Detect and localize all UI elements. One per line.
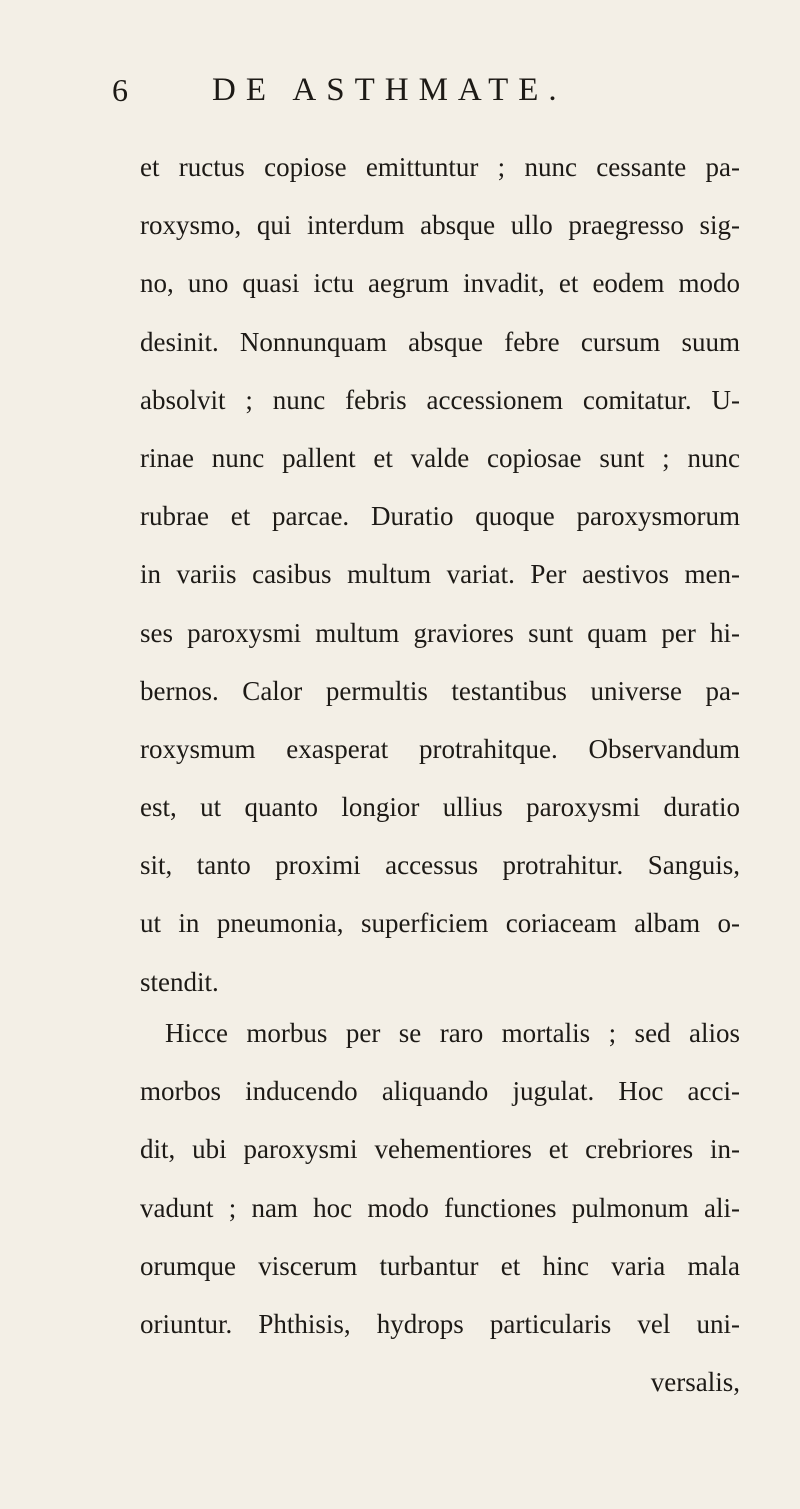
page-number: 6 [112,72,128,108]
text-line: in variis casibus multum variat. Per aestivos men- [140,559,740,590]
text-line: Hicce morbus per se raro mortalis ; sed alios [165,1018,740,1048]
text-line: no, uno quasi ictu aegrum invadit, et eodem modo [140,268,740,299]
text-line: ses paroxysmi multum graviores sunt quam per hi- [140,617,740,648]
paragraph-2 [140,1004,740,1411]
text-line: dit, ubi paroxysmi vehementiores et crebriores in- [140,1134,740,1165]
text-line: et ructus copiose emittuntur ; nunc cessante pa- [140,152,740,182]
text-line: versalis, [650,1367,740,1398]
text-line: rubrae et parcae. Duratio quoque paroxysmorum [140,501,740,532]
text-line: sit, tanto proximi accessus protrahitur. Sanguis, [140,850,740,881]
text-line: roxysmum exasperat protrahitque. Observandum [140,733,740,764]
text-line: stendit. [140,966,219,997]
text-line: oriuntur. Phthisis, hydrops particularis vel uni- [140,1308,740,1339]
text-line: bernos. Calor permultis testantibus universe pa- [140,675,740,706]
running-title: DE ASTHMATE. [212,72,567,108]
page-header [112,70,672,120]
text-line: orumque viscerum turbantur et hinc varia mala [140,1250,740,1281]
text-line: vadunt ; nam hoc modo functiones pulmonum ali- [140,1192,740,1223]
text-line: roxysmo, qui interdum absque ullo praegresso sig- [140,210,740,241]
paragraph-1 [140,138,740,1011]
text-line: rinae nunc pallent et valde copiosae sunt ; nunc [140,442,740,473]
text-line: ut in pneumonia, superficiem coriaceam albam o- [140,908,740,939]
text-line: absolvit ; nunc febris accessionem comitatur. U- [140,384,740,415]
text-line: morbos inducendo aliquando jugulat. Hoc acci- [140,1076,740,1107]
text-line: est, ut quanto longior ullius paroxysmi duratio [140,792,740,823]
text-line: desinit. Nonnunquam absque febre cursum suum [140,326,740,357]
